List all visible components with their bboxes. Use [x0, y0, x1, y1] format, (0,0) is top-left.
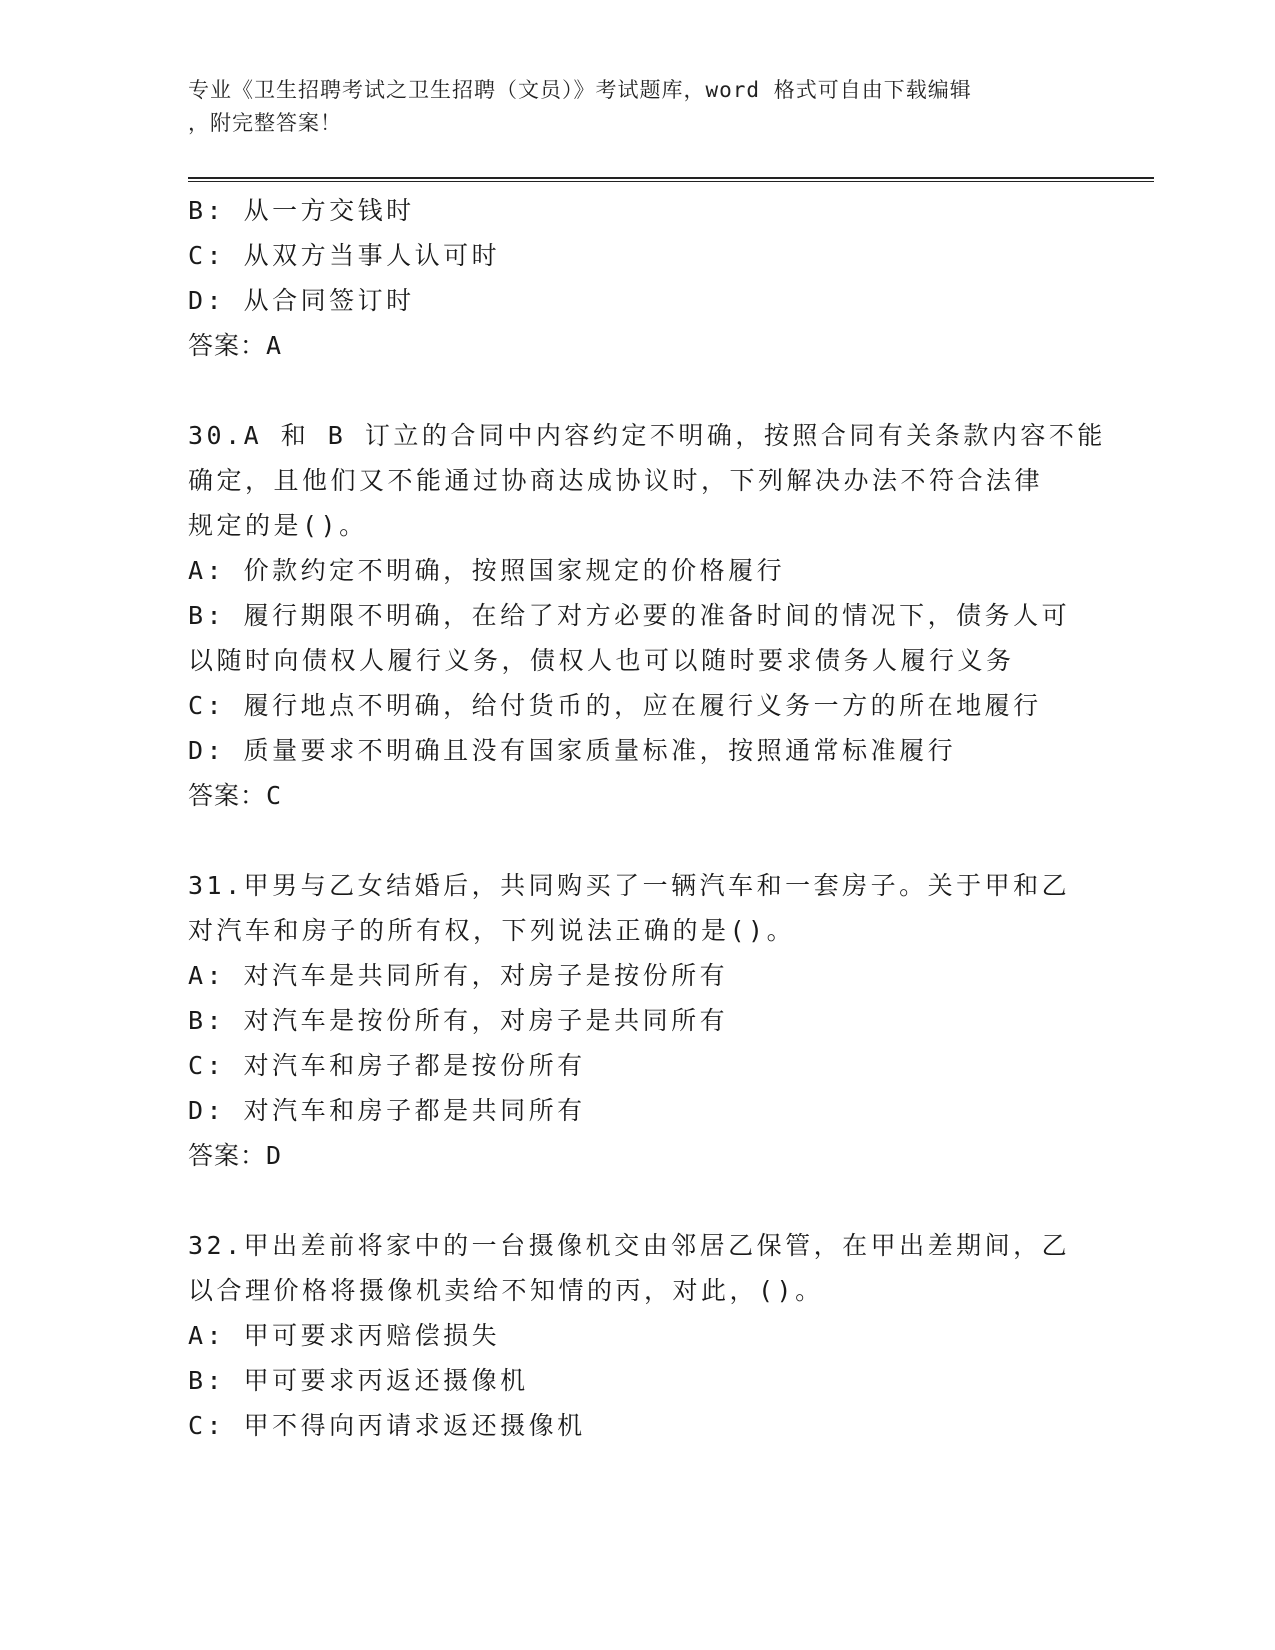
answer-value: C: [266, 781, 283, 810]
option-a: A: 甲可要求丙赔偿损失: [188, 1321, 501, 1350]
document-header: [188, 74, 1088, 140]
header-title-line2: ，附完整答案！: [188, 111, 342, 135]
option-c: C: 对汽车和房子都是按份所有: [188, 1051, 586, 1080]
option-b: B: 甲可要求丙返还摄像机: [188, 1366, 529, 1395]
option-c: C: 甲不得向丙请求返还摄像机: [188, 1411, 586, 1440]
answer-label: 答案：: [188, 331, 267, 360]
header-divider: [188, 177, 1154, 182]
question-stem-line: 30.A 和 B 订立的合同中内容约定不明确，按照合同有关条款内容不能: [188, 421, 1106, 450]
option-c: C: 履行地点不明确，给付货币的，应在履行义务一方的所在地履行: [188, 691, 1042, 720]
question-29: [188, 188, 1088, 368]
question-32: [188, 1223, 1088, 1448]
option-a: A: 价款约定不明确，按照国家规定的价格履行: [188, 556, 786, 585]
option-a: A: 对汽车是共同所有，对房子是按份所有: [188, 961, 729, 990]
answer-label: 答案：: [188, 781, 267, 810]
option-b-continued: 以随时向债权人履行义务，债权人也可以随时要求债务人履行义务: [188, 646, 1015, 675]
question-stem-line: 32.甲出差前将家中的一台摄像机交由邻居乙保管，在甲出差期间，乙: [188, 1231, 1071, 1260]
option-b: B: 从一方交钱时: [188, 196, 415, 225]
spacer: [188, 1178, 1088, 1223]
answer-value: A: [266, 331, 283, 360]
answer-line: [188, 323, 1088, 368]
spacer: [188, 818, 1088, 863]
option-d: D: 从合同签订时: [188, 286, 415, 315]
option-d: D: 质量要求不明确且没有国家质量标准，按照通常标准履行: [188, 736, 957, 765]
answer-label: 答案：: [188, 1141, 267, 1170]
document-body: [188, 188, 1106, 1448]
question-stem-line: 规定的是()。: [188, 511, 368, 540]
option-b: B: 对汽车是按份所有，对房子是共同所有: [188, 1006, 729, 1035]
question-stem-line: 以合理价格将摄像机卖给不知情的丙，对此，()。: [188, 1276, 824, 1305]
question-30: [188, 413, 1106, 818]
spacer: [188, 368, 1088, 413]
header-title-line1: 专业《卫生招聘考试之卫生招聘（文员）》考试题库，word 格式可自由下载编辑: [188, 78, 972, 102]
option-d: D: 对汽车和房子都是共同所有: [188, 1096, 586, 1125]
question-stem-line: 对汽车和房子的所有权，下列说法正确的是()。: [188, 916, 796, 945]
question-stem-line: 确定，且他们又不能通过协商达成协议时，下列解决办法不符合法律: [188, 466, 1044, 495]
option-b: B: 履行期限不明确，在给了对方必要的准备时间的情况下，债务人可: [188, 601, 1071, 630]
answer-line: [188, 773, 1088, 818]
question-31: [188, 863, 1088, 1178]
option-c: C: 从双方当事人认可时: [188, 241, 501, 270]
answer-line: [188, 1133, 1088, 1178]
question-stem-line: 31.甲男与乙女结婚后，共同购买了一辆汽车和一套房子。关于甲和乙: [188, 871, 1071, 900]
answer-value: D: [266, 1141, 283, 1170]
